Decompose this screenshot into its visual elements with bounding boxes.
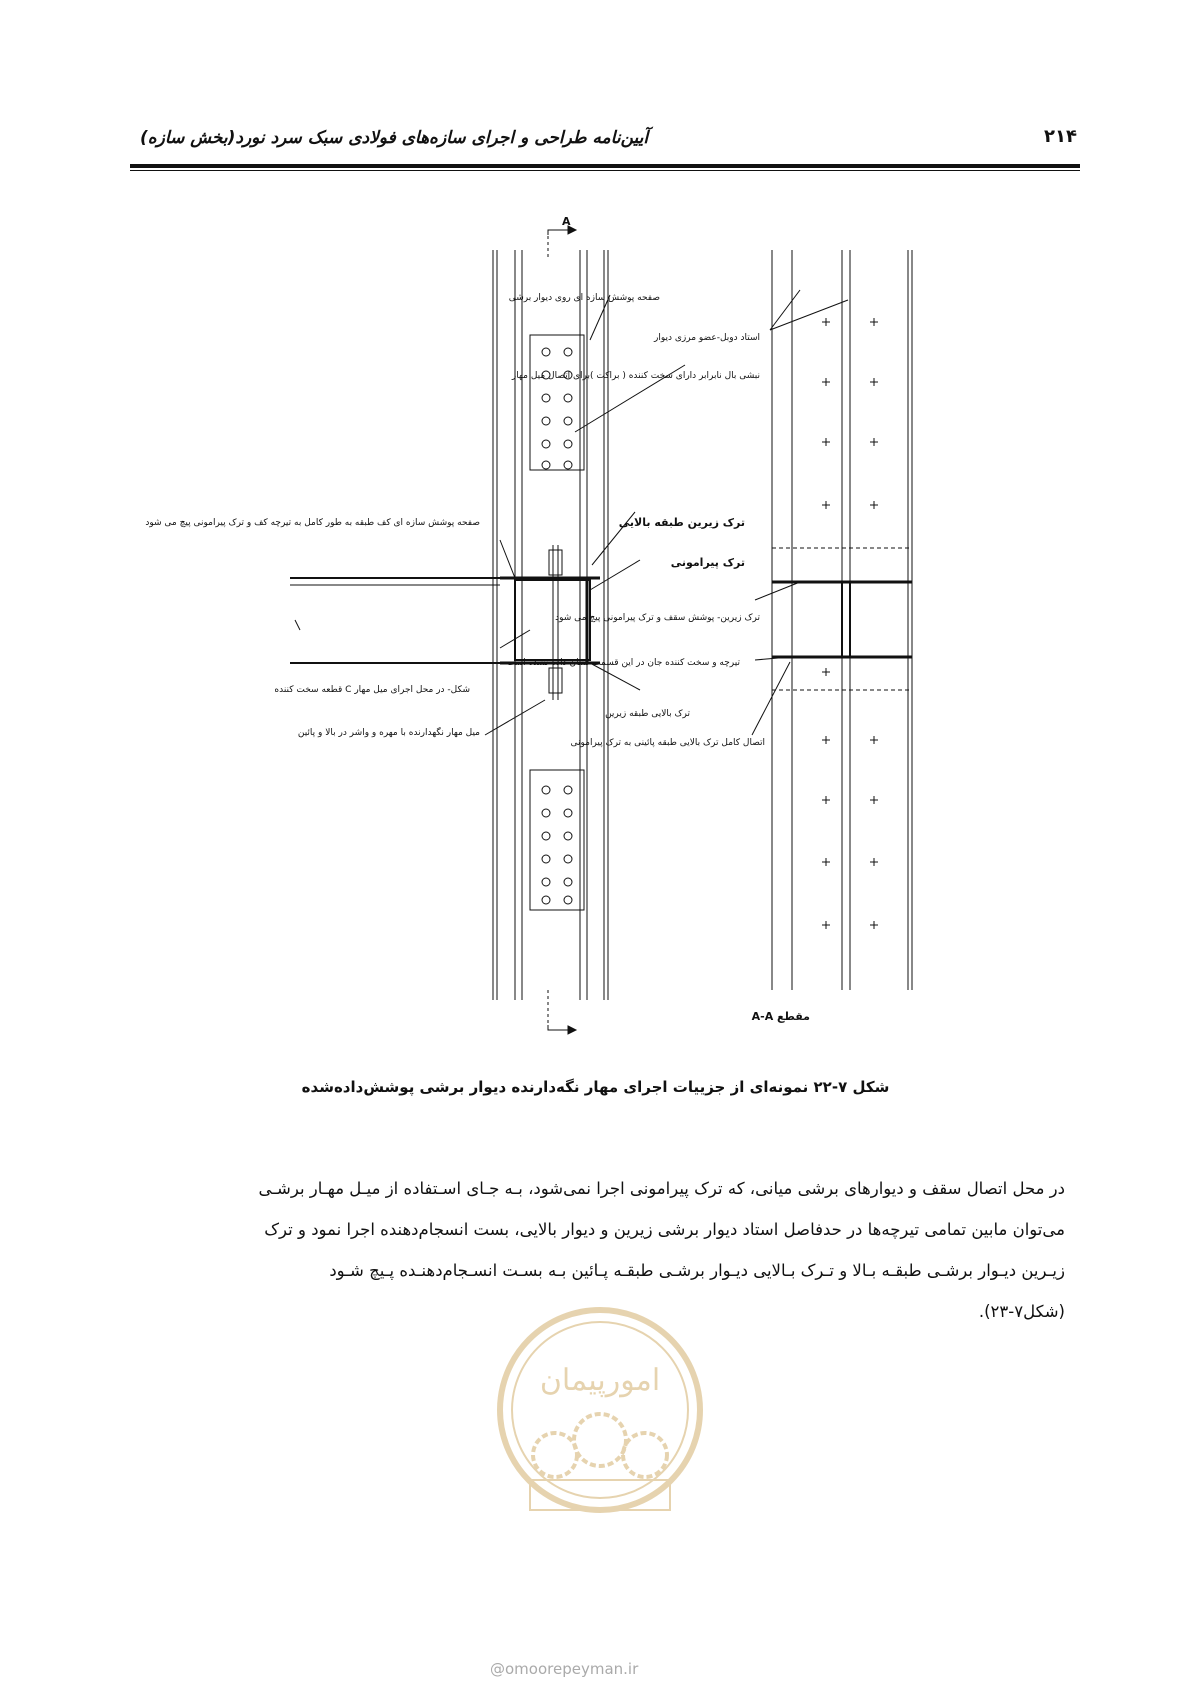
paragraph-line: (شکل۷-۲۳). [978, 1302, 1065, 1321]
watermark-logo [480, 1290, 720, 1590]
label-holding-rod: میل مهار نگهدارنده با مهره و واشر در بالا و پائین [297, 728, 480, 738]
label-bottom-track-ceiling: ترک زیرین- پوشش سقف و ترک پیرامونی پیچ می شود [555, 613, 760, 623]
label-joist-stiffener: تیرچه و سخت کننده جان در این قسمت نشان داده نشده است [506, 658, 740, 668]
label-sheathing-wall: صفحه پوشش سازه ای روی دیوار برشی [508, 293, 660, 303]
running-header-title: آیین‌نامه طراحی و اجرای سازه‌های فولادی سبک سرد نورد(بخش سازه) [140, 128, 649, 148]
page-number: ۲۱۴ [1044, 126, 1077, 147]
watermark-url: @omoorepeyman.ir [490, 1660, 639, 1678]
label-top-track-lower: ترک بالایی طبقه زیرین [605, 709, 690, 719]
label-c-stiffener: قطعه سخت کننده C شکل- در محل اجرای میل مهار [274, 685, 470, 695]
label-unequal-angle: نبشی بال نابرابر دارای سخت کننده ( براکت )برای اتصال میل مهار [511, 371, 760, 381]
watermark-text: امورپیمان [539, 1363, 661, 1398]
figure-caption: شکل ۷-۲۲ نمونه‌ای از جزییات اجرای مهار نگه‌دارنده دیوار برشی پوشش‌داده‌شده [301, 1078, 890, 1096]
paragraph-line: زیـرین دیـوار برشـی طبقـه بـالا و تـرک بـالایی دیـوار برشـی طبقـه پـائین بـه بسـت انسـجام‌دهنـده پـیچ شـود [329, 1261, 1065, 1280]
label-upper-bottom-track: ترک زیرین طبقه بالایی [618, 516, 745, 529]
label-stud-boundary: استاد دوبل-عضو مرزی دیوار [653, 333, 760, 343]
section-mark-top: A [562, 215, 571, 228]
paragraph-line: می‌توان مابین تمامی تیرچه‌ها در حدفاصل استاد دیوار برشی زیرین و دیوار بالایی، بست انسجام‌دهنده اجرا نمود و ترک [264, 1220, 1065, 1239]
label-full-connection: اتصال کامل ترک بالایی طبقه پائینی به ترک پیرامونی [570, 738, 765, 748]
label-floor-sheathing: صفحه پوشش سازه ای کف طبقه به طور کامل به تیرچه کف و ترک پیرامونی پیچ می شود [145, 518, 480, 528]
paragraph-line: در محل اتصال سقف و دیوارهای برشی میانی، که ترک پیرامونی اجرا نمی‌شود، بـه جـای اسـتفاده از میـل مهـار برشـی [258, 1179, 1065, 1198]
section-title: مقطع A-A [751, 1010, 810, 1023]
label-rim-track: ترک پیرامونی [670, 556, 745, 569]
